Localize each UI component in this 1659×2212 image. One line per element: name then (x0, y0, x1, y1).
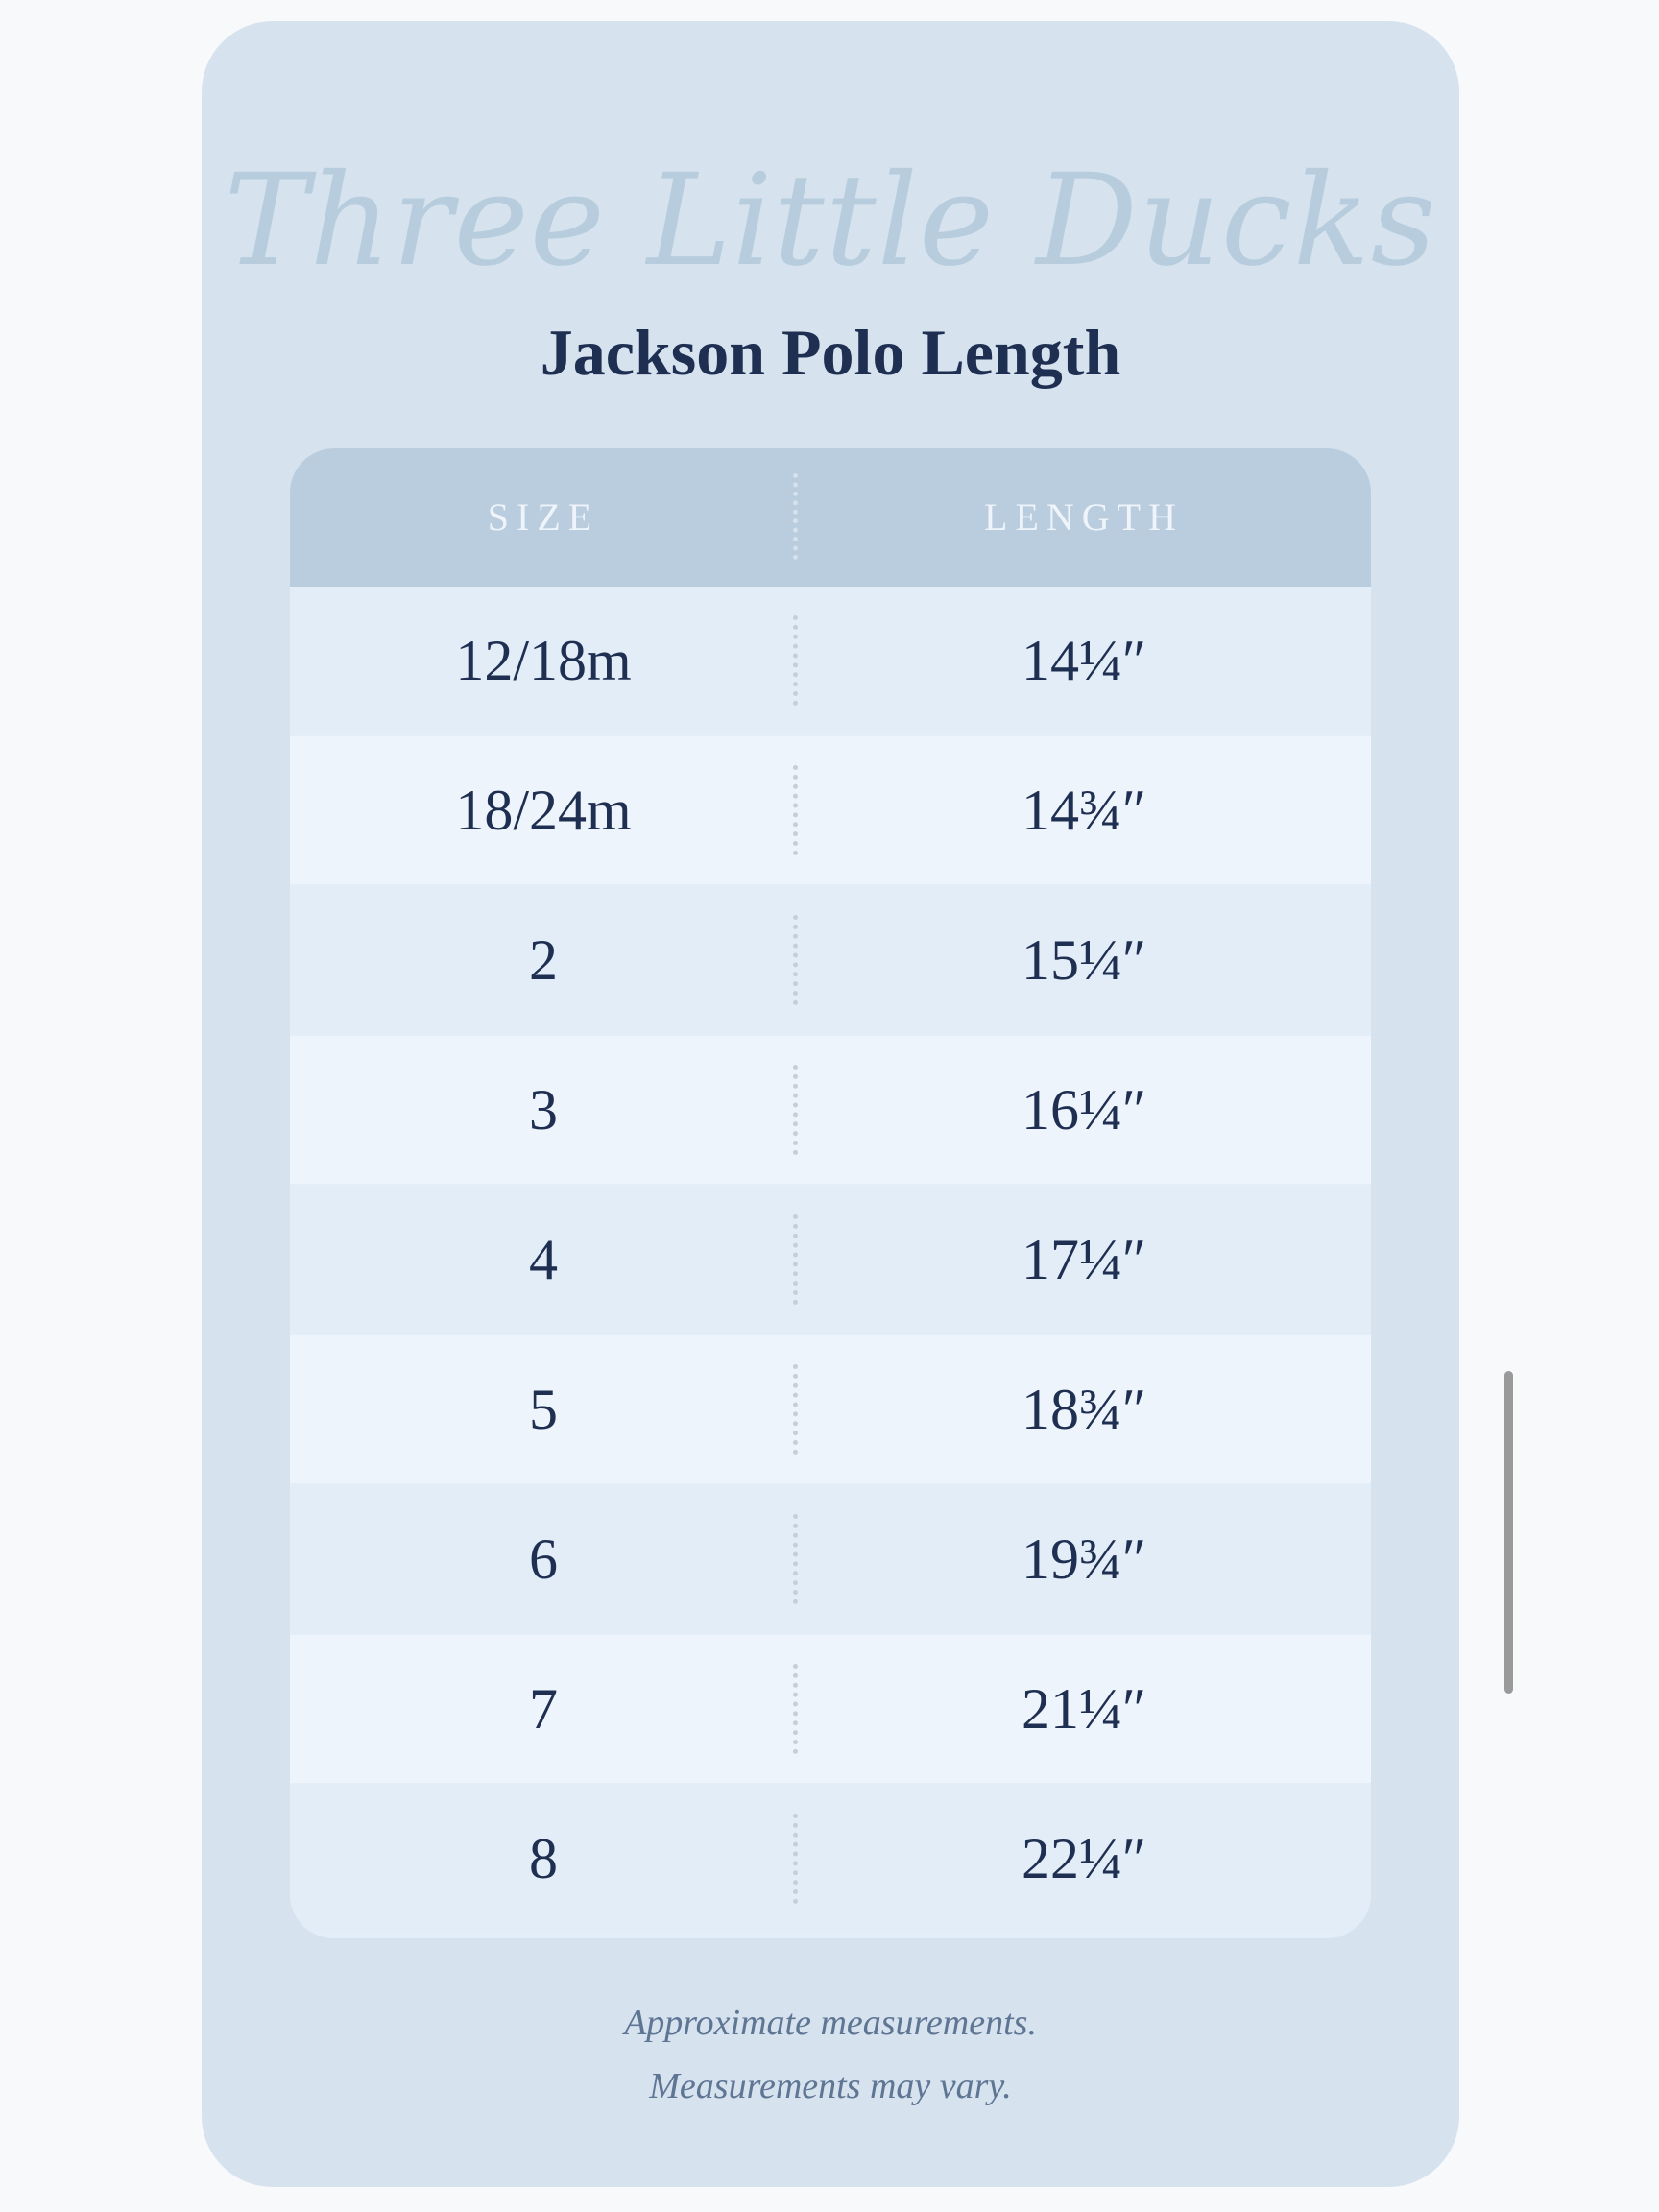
table-row (290, 587, 1371, 734)
size-chart-card (202, 21, 1459, 2187)
size-cell: 2 (529, 928, 558, 992)
size-cell: 4 (529, 1228, 558, 1291)
table-row (290, 1485, 1371, 1633)
table-row (290, 1635, 1371, 1783)
brand-logo: Three Little Ducks (224, 147, 1437, 295)
size-cell: 8 (529, 1827, 558, 1890)
table-row (290, 1036, 1371, 1184)
size-cell: 3 (529, 1078, 558, 1142)
size-cell: 18/24m (455, 779, 632, 842)
size-cell: 6 (529, 1527, 558, 1591)
length-cell: 22¼″ (1022, 1827, 1146, 1890)
table-header (290, 448, 1371, 587)
length-cell: 18¾″ (1022, 1378, 1146, 1441)
table-row (290, 1335, 1371, 1483)
length-cell: 21¼″ (1022, 1677, 1146, 1741)
table-row (290, 886, 1371, 1034)
header-size: SIZE (487, 495, 600, 539)
table-row (290, 1785, 1371, 1933)
length-cell: 19¾″ (1022, 1527, 1146, 1591)
header-length: LENGTH (984, 495, 1184, 539)
chart-title: Jackson Polo Length (540, 316, 1121, 389)
length-cell: 15¼″ (1022, 928, 1146, 992)
scrollbar[interactable] (1504, 1371, 1513, 1694)
size-cell: 5 (529, 1378, 558, 1441)
table-row (290, 1186, 1371, 1334)
size-cell: 12/18m (455, 629, 632, 692)
table-row (290, 736, 1371, 884)
note-line-2: Measurements may vary. (649, 2066, 1012, 2106)
size-table (290, 448, 1371, 1938)
length-cell: 14¼″ (1022, 629, 1146, 692)
size-cell: 7 (529, 1677, 558, 1741)
length-cell: 14¾″ (1022, 779, 1146, 842)
note-line-1: Approximate measurements. (624, 2003, 1037, 2043)
length-cell: 17¼″ (1022, 1228, 1146, 1291)
length-cell: 16¼″ (1022, 1078, 1146, 1142)
